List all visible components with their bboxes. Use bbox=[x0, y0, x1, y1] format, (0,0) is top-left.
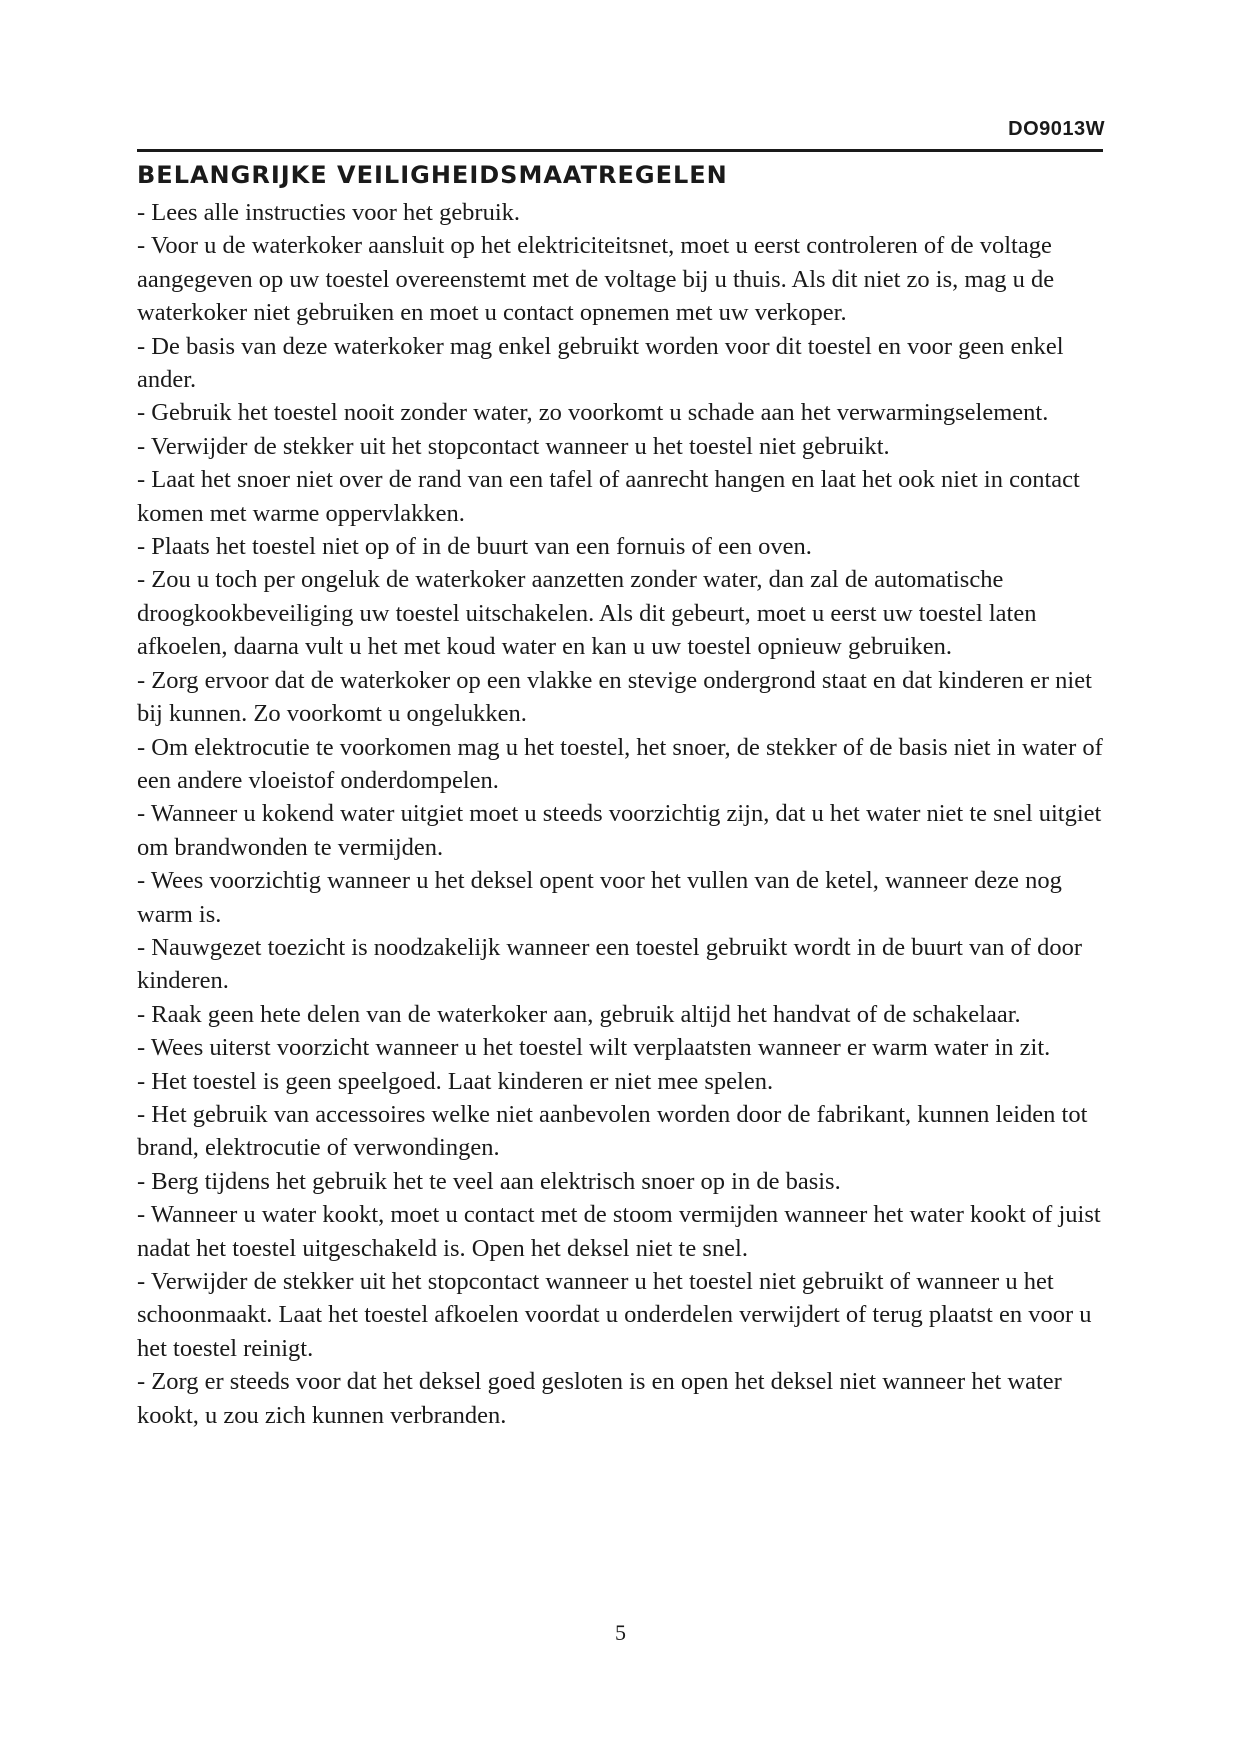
header-divider bbox=[137, 149, 1103, 152]
instruction-item: - Lees alle instructies voor het gebruik. bbox=[137, 199, 521, 226]
instruction-item: - Om elektrocutie te voorkomen mag u het toestel, het snoer, de stekker of de basis niet in water of een andere vloeistof onderdompelen. bbox=[137, 733, 1103, 794]
instruction-item: - Verwijder de stekker uit het stopcontact wanneer u het toestel niet gebruikt. bbox=[137, 432, 890, 460]
instruction-item: - Gebruik het toestel nooit zonder water, zo voorkomt u schade aan het verwarmingselement. bbox=[137, 399, 1049, 427]
page-number: 5 bbox=[615, 1620, 626, 1645]
instruction-item: - Zorg ervoor dat de waterkoker op een vlakke en stevige ondergrond staat en dat kinderen er niet bij kunnen. Zo voorkomt u ongelukken. bbox=[137, 666, 1092, 728]
model-number: DO9013W bbox=[1008, 118, 1105, 140]
safety-instructions-list bbox=[137, 196, 1117, 1432]
instruction-item: - Plaats het toestel niet op of in de buurt van een fornuis of een oven. bbox=[137, 533, 812, 561]
instruction-item: - Wees voorzichtig wanneer u het deksel opent voor het vullen van de ketel, wanneer deze nog warm is. bbox=[137, 867, 1062, 928]
instruction-item: - Voor u de waterkoker aansluit op het elektriciteitsnet, moet u eerst controleren of de voltage aangegeven op uw toestel overeenstemt met de voltage bij u thuis. Als dit niet zo is, mag u de waterkoker niet gebruiken en moet u contact opnemen met uw verkoper. bbox=[137, 232, 1055, 327]
instruction-item: - Verwijder de stekker uit het stopcontact wanneer u het toestel niet gebruikt of wanneer u het schoonmaakt. Laat het toestel afkoelen voordat u onderdelen verwijdert of terug plaatst en voor u het toestel reinigt. bbox=[137, 1268, 1092, 1362]
instruction-item: - Raak geen hete delen van de waterkoker aan, gebruik altijd het handvat of de schakelaar. bbox=[137, 1000, 1021, 1028]
instruction-item: - De basis van deze waterkoker mag enkel gebruikt worden voor dit toestel en voor geen enkel ander. bbox=[137, 332, 1064, 394]
instruction-item: - Zou u toch per ongeluk de waterkoker aanzetten zonder water, dan zal de automatische droogkookbeveiliging uw toestel uitschakelen. Als dit gebeurt, moet u eerst uw toestel laten afkoelen, daarna vult u het met koud water en kan u uw toestel opnieuw gebruiken. bbox=[137, 566, 1037, 661]
instruction-item: - Laat het snoer niet over de rand van een tafel of aanrecht hangen en laat het ook niet in contact komen met warme oppervlakken. bbox=[137, 466, 1080, 527]
section-title: BELANGRIJKE VEILIGHEIDSMAATREGELEN bbox=[137, 161, 728, 189]
instruction-item: - Het gebruik van accessoires welke niet aanbevolen worden door de fabrikant, kunnen leiden tot brand, elektrocutie of verwondingen. bbox=[137, 1100, 1088, 1162]
instruction-item: - Nauwgezet toezicht is noodzakelijk wanneer een toestel gebruikt wordt in de buurt van of door kinderen. bbox=[137, 933, 1082, 995]
instruction-item: - Het toestel is geen speelgoed. Laat kinderen er niet mee spelen. bbox=[137, 1067, 774, 1095]
instruction-item: - Wanneer u water kookt, moet u contact met de stoom vermijden wanneer het water kookt of juist nadat het toestel uitgeschakeld is. Open het deksel niet te snel. bbox=[137, 1201, 1101, 1262]
instruction-item: - Zorg er steeds voor dat het deksel goed gesloten is en open het deksel niet wanneer het water kookt, u zou zich kunnen verbranden. bbox=[137, 1368, 1062, 1429]
instruction-item: - Wees uiterst voorzicht wanneer u het toestel wilt verplaatsten wanneer er warm water in zit. bbox=[137, 1034, 1051, 1062]
instruction-item: - Berg tijdens het gebruik het te veel aan elektrisch snoer op in de basis. bbox=[137, 1167, 841, 1195]
instruction-item: - Wanneer u kokend water uitgiet moet u steeds voorzichtig zijn, dat u het water niet te snel uitgiet om brandwonden te vermijden. bbox=[137, 800, 1102, 861]
